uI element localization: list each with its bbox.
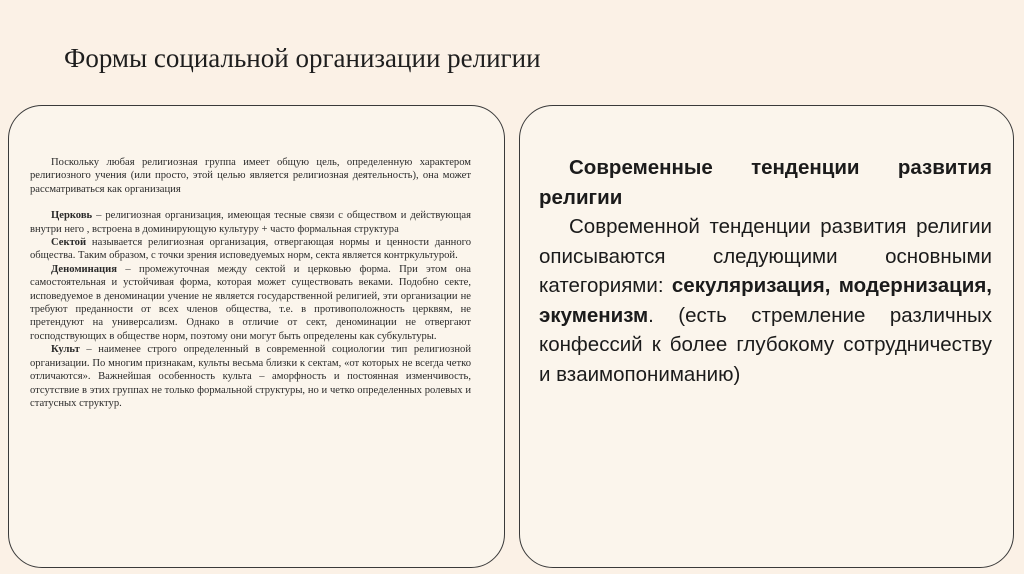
trends-paragraph <box>539 212 992 389</box>
sect-paragraph <box>30 236 471 263</box>
intro-paragraph: Поскольку любая религиозная группа имеет общую цель, определенную характером религиозного учения (или просто, этой целью является религиозная деятельность), она может рассматриваться как организация <box>30 157 471 195</box>
cult-paragraph <box>30 343 471 410</box>
trends-categories: секуляризация, модернизация, экуменизм <box>539 274 992 327</box>
cult-term: Культ <box>51 344 80 356</box>
church-definition: – религиозная организация, имеющая тесные связи с обществом и действующая внутри него , встроена в доминирующую культуру + часто формальная структура <box>30 210 471 235</box>
left-panel-text <box>30 156 471 410</box>
cult-definition: – наименее строго определенный в современной социологии тип религиозной организации. По многим признакам, культы весьма близки к сектам, «от которых не всегда четко отличаются». Важнейшая особенность культа – аморфность и постоянная изменчивость, отсутствие в этих группах не только формальной структуры, но и четко определенных ролевых и статусных структур. <box>30 344 471 409</box>
church-paragraph <box>30 209 471 236</box>
trends-heading: Современные тенденции развития религии <box>539 156 992 209</box>
slide-title: Формы социальной организации религии <box>64 43 541 73</box>
sect-term: Сектой <box>51 237 87 249</box>
right-panel-text <box>539 153 992 389</box>
trends-note: . (есть стремление различных конфессий к более глубокому сотрудничеству и взаимопониманию) <box>539 303 992 386</box>
trends-intro: Современной тенденции развития религии описываются следующими основными категориями: <box>539 215 992 297</box>
church-term: Церковь <box>51 210 93 222</box>
sect-definition: называется религиозная организация, отвергающая нормы и ценности данного общества. Таким образом, с точки зрения исповедуемых норм, секта является контркультурой. <box>30 237 471 262</box>
denomination-paragraph <box>30 263 471 343</box>
denomination-definition: – промежуточная между сектой и церковью форма. При этом она самостоятельная и устойчивая форма, которая может существовать веками. Подобно секте, исповедуемое в деноминации учение не является государственной религией, эти организации не требуют преданности от всех членов общества, т.е. в противоположность церквям, не претендуют на универсализм. Однако в отличие от сект, деноминации не отвергают господствующих в обществе норм, поэтому они могут быть определены как субкультуры. <box>30 263 471 342</box>
denomination-term: Деноминация <box>51 263 117 275</box>
